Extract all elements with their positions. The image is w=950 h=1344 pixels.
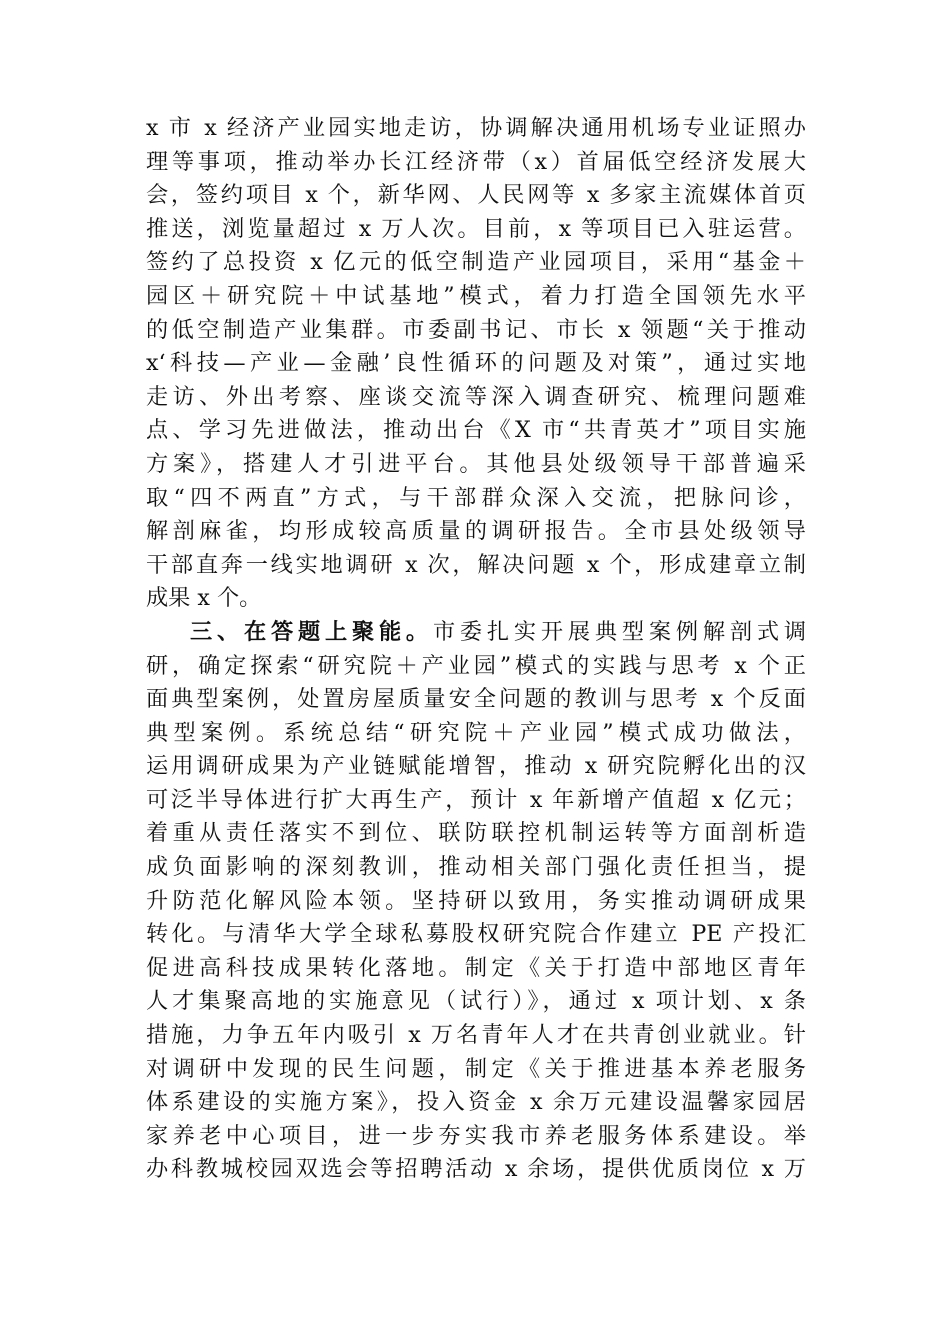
paragraph-line: 推送，浏览量超过 x 万人次。目前，x 等项目已入驻运营。 — [146, 215, 806, 242]
paragraph-line: 体系建设的实施方案》，投入资金 x 余万元建设温馨家园居 — [146, 1089, 806, 1116]
paragraph-line: 措施，力争五年内吸引 x 万名青年人才在共青创业就业。针 — [146, 1022, 806, 1049]
paragraph-line: 可泛半导体进行扩大再生产，预计 x 年新增产值超 x 亿元； — [146, 786, 806, 813]
section-heading-continuation: 市委扎实开展典型案例解剖式调 — [432, 618, 806, 645]
paragraph-line: 促进高科技成果转化落地。制定《关于打造中部地区青年 — [146, 954, 806, 981]
paragraph-line: 干部直奔一线实地调研 x 次，解决问题 x 个，形成建章立制 — [146, 551, 806, 578]
paragraph-line: 成果 x 个。 — [146, 585, 262, 612]
paragraph-line: 的低空制造产业集群。市委副书记、市长 x 领题“关于推动 — [146, 316, 806, 343]
paragraph-line: 典型案例。系统总结“研究院＋产业园”模式成功做法， — [146, 719, 806, 746]
paragraph-line: 办科教城校园双选会等招聘活动 x 余场，提供优质岗位 x 万 — [146, 1156, 806, 1183]
paragraph-line: 家养老中心项目，进一步夯实我市养老服务体系建设。举 — [146, 1122, 806, 1149]
paragraph-line: 研，确定探索“研究院＋产业园”模式的实践与思考 x 个正 — [146, 652, 806, 679]
section-heading: 三、在答题上聚能。 — [190, 618, 433, 645]
document-body — [146, 112, 806, 1187]
paragraph-line: 人才集聚高地的实施意见（试行）》，通过 x 项计划、x 条 — [146, 988, 806, 1015]
paragraph-line: 取“四不两直”方式，与干部群众深入交流，把脉问诊， — [146, 484, 806, 511]
paragraph-line: 对调研中发现的民生问题，制定《关于推进基本养老服务 — [146, 1055, 806, 1082]
paragraph-line: 解剖麻雀，均形成较高质量的调研报告。全市县处级领导 — [146, 518, 806, 545]
paragraph-line: x‘科技—产业—金融’良性循环的问题及对策”，通过实地 — [146, 350, 806, 377]
paragraph-line: 升防范化解风险本领。坚持研以致用，务实推动调研成果 — [146, 887, 806, 914]
paragraph-line: 成负面影响的深刻教训，推动相关部门强化责任担当，提 — [146, 854, 806, 881]
paragraph-line: 着重从责任落实不到位、联防联控机制运转等方面剖析造 — [146, 820, 806, 847]
paragraph-line: x 市 x 经济产业园实地走访，协调解决通用机场专业证照办 — [146, 115, 806, 141]
paragraph-line: 签约了总投资 x 亿元的低空制造产业园项目，采用“基金＋ — [146, 249, 806, 276]
paragraph-line: 转化。与清华大学全球私募股权研究院合作建立 PE 产投汇 — [146, 921, 806, 948]
section-heading-line — [146, 616, 806, 650]
paragraph-line: 运用调研成果为产业链赋能增智，推动 x 研究院孵化出的汉 — [146, 753, 806, 780]
paragraph-line: 点、学习先进做法，推动出台《X 市“共青英才”项目实施 — [146, 417, 806, 444]
paragraph-line: 会，签约项目 x 个，新华网、人民网等 x 多家主流媒体首页 — [146, 182, 806, 209]
paragraph-line: 面典型案例，处置房屋质量安全问题的教训与思考 x 个反面 — [146, 686, 806, 713]
paragraph-line: 方案》，搭建人才引进平台。其他县处级领导干部普遍采 — [146, 450, 806, 477]
paragraph-line: 理等事项，推动举办长江经济带（x）首届低空经济发展大 — [146, 148, 806, 175]
paragraph-line: 园区＋研究院＋中试基地”模式，着力打造全国领先水平 — [146, 282, 806, 309]
paragraph-line: 走访、外出考察、座谈交流等深入调查研究、梳理问题难 — [146, 383, 806, 410]
